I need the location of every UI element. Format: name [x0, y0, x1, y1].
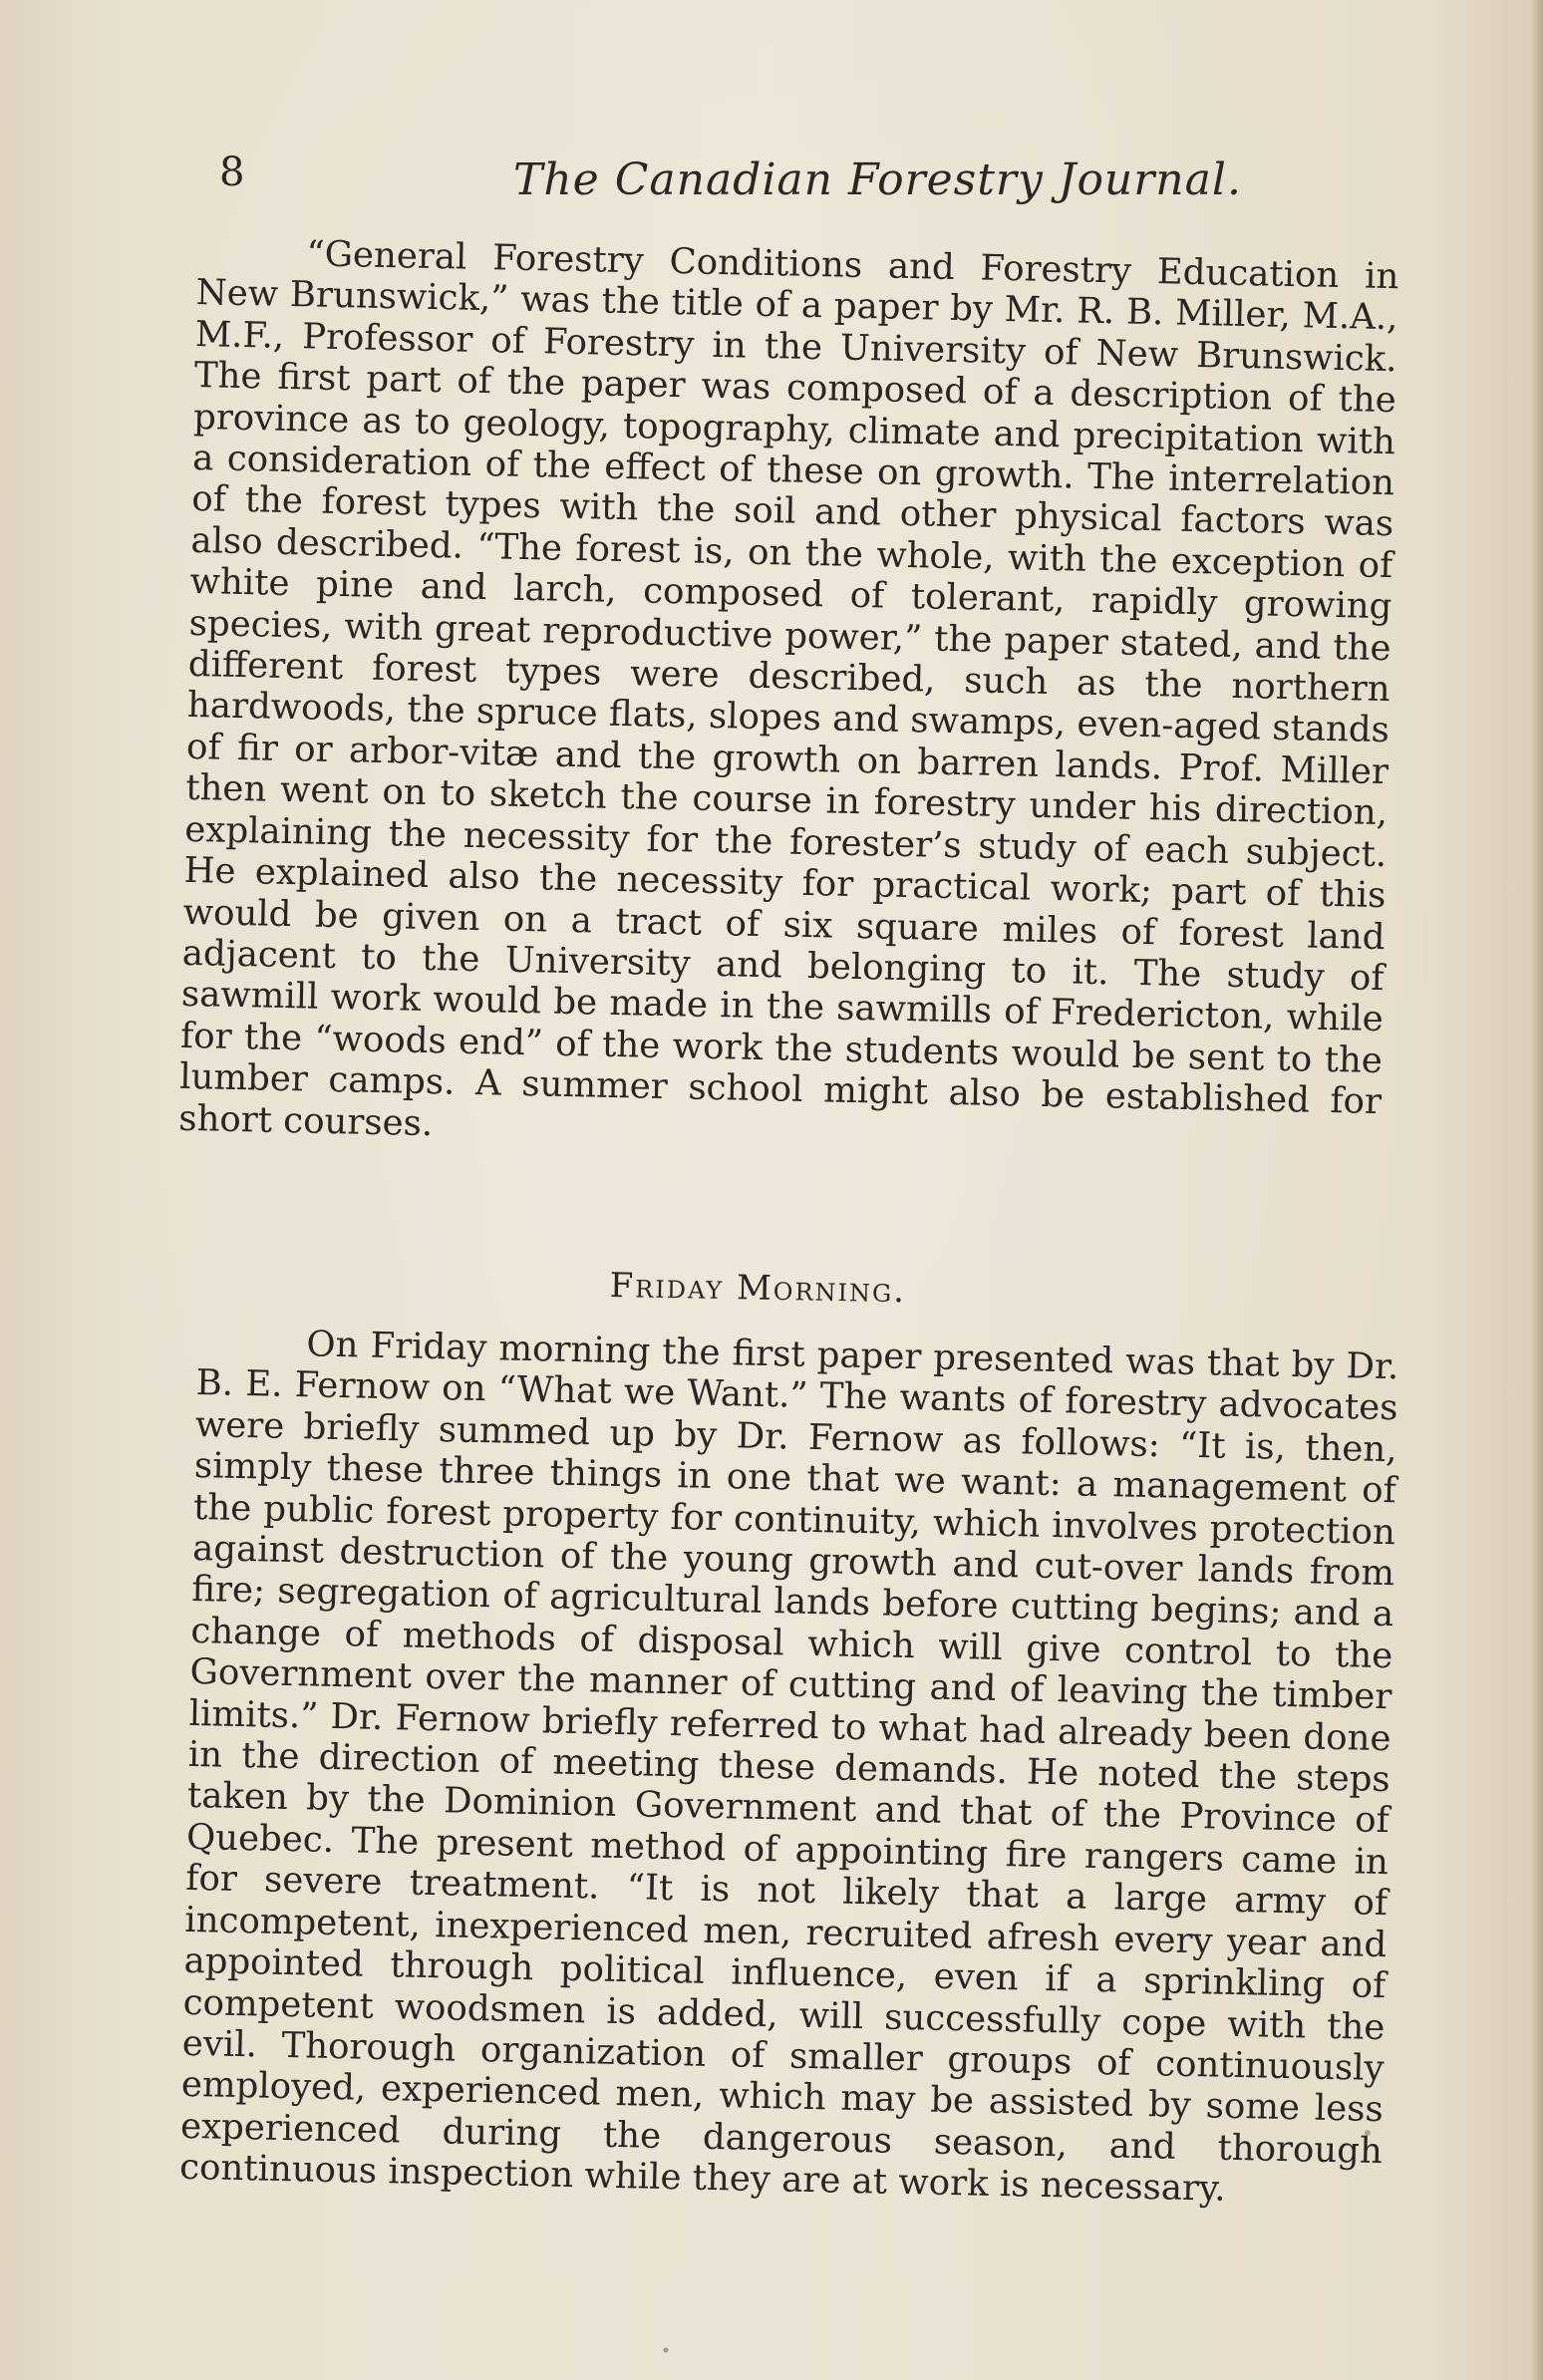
- page-edge-shadow: [1531, 0, 1543, 2380]
- section-heading: Friday Morning.: [609, 1266, 907, 1312]
- paragraph-miller: “General Forestry Conditions and Forestry Education in New Brunswick,” was the title of a paper by Mr. R. B. Miller, M.A., M.F., Professor of Forestry in the University of New Brunswick. The first part of the paper was composed of a description of the province as to geology, topography, climate and precipitation with a consideration of the effect of these on growth. The interrelation of the forest types with the soil and other physical factors was also described. “The forest is, on the whole, with the exception of white pine and larch, composed of tolerant, rapidly growing species, with great reproductive power,” the paper stated, and the different forest types were described, such as the northern hardwoods, the spruce flats, slopes and swamps, even-aged stands of fir or arbor-vitæ and the growth on barren lands. Prof. Miller then went on to sketch the course in forestry under his direction, explaining the necessity for the forester’s study of each subject. He explained also the necessity for practical work; part of this would be given on a tract of six square miles of forest land adjacent to the University and belonging to it. The study of sawmill work would be made in the sawmills of Fredericton, while for the “woods end” of the work the students would be sent to the lumber camps. A summer school might also be established for short courses.: [177, 233, 1399, 1144]
- running-head: [209, 149, 1405, 219]
- journal-title: The Canadian Forestry Journal.: [513, 154, 1242, 205]
- article-text-fernow: [179, 1322, 1399, 2214]
- page-number: 8: [219, 149, 245, 195]
- paragraph-fernow: On Friday morning the first paper presented was that by Dr. B. E. Fernow on “What we Want.” The wants of forestry advocates were briefly summed up by Dr. Fernow as follows: “It is, then, simply these three things in one that we want: a management of the public forest property for continuity, which involves protection against destruction of the young growth and cut-over lands from fire; segregation of agricultural lands before cutting begins; and a change of methods of disposal which will give control to the Government over the manner of cutting and of leaving the timber limits.” Dr. Fernow briefly referred to what had already been done in the direction of meeting these demands. He noted the steps taken by the Dominion Government and that of the Province of Quebec. The present method of appointing fire rangers came in for severe treatment. “It is not likely that a large army of incompetent, inexperienced men, recruited afresh every year and appointed through political influence, even if a sprinkling of competent woodsmen is added, will successfully cope with the evil. Thorough organization of smaller groups of continuously employed, experienced men, which may be assisted by some less experienced during the dangerous season, and thorough continuous inspection while they are at work is necessary.: [178, 1324, 1399, 2210]
- article-text-miller: [178, 231, 1399, 1164]
